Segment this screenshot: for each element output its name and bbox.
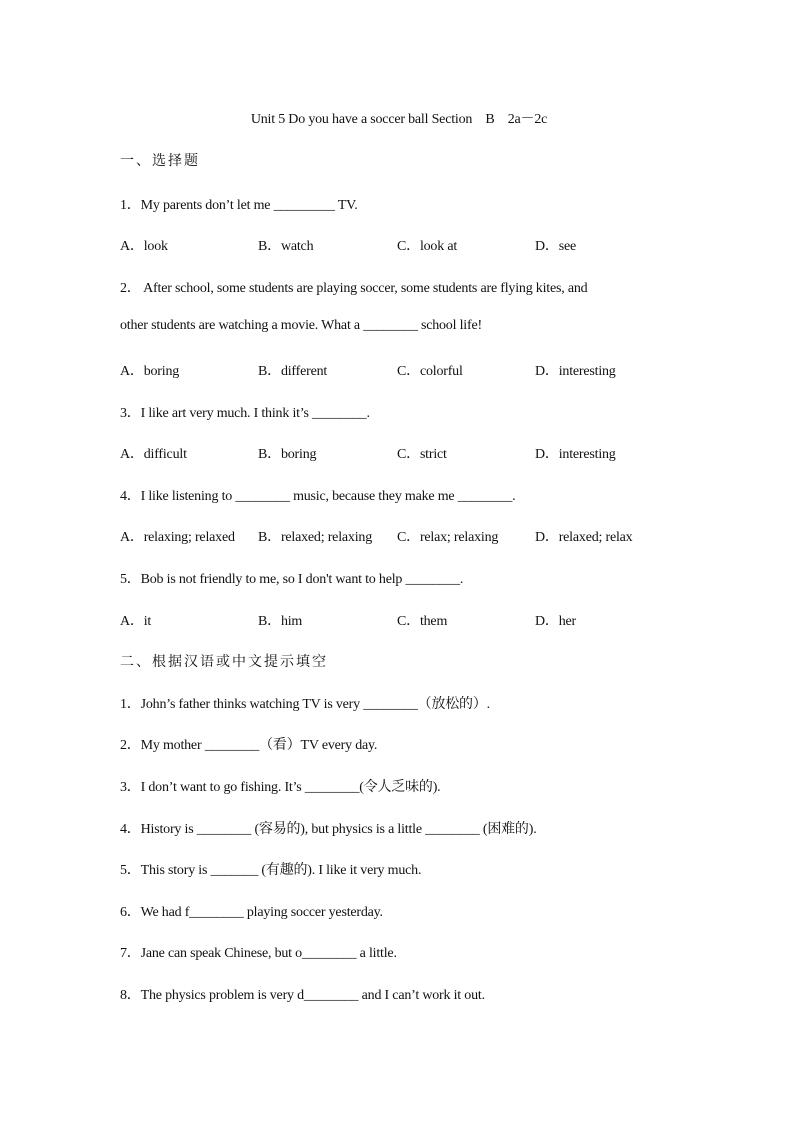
question-2-option-d: D．interesting xyxy=(535,364,616,379)
fill-in-item-3: 3．I don’t want to go fishing. It’s ________(令人乏味的). xyxy=(120,780,441,795)
question-1-text: 1．My parents don’t let me _________ TV. xyxy=(120,198,358,213)
fill-in-item-5: 5．This story is _______ (有趣的). I like it very much. xyxy=(120,863,422,878)
question-3-option-c: C．strict xyxy=(397,447,447,462)
section-2-heading: 二、根据汉语或中文提示填空 xyxy=(120,654,328,670)
question-4-option-c: C．relax; relaxing xyxy=(397,530,499,545)
question-2-text-line-1: 2． After school, some students are playing soccer, some students are flying kites, and xyxy=(120,281,588,296)
question-2-text-line-2: other students are watching a movie. What a ________ school life! xyxy=(120,318,482,333)
question-5-option-a: A．it xyxy=(120,614,152,629)
question-5-option-d: D．her xyxy=(535,614,576,629)
question-1-option-b: B．watch xyxy=(258,239,314,254)
question-2-option-a: A．boring xyxy=(120,364,180,379)
section-1-heading: 一、选择题 xyxy=(120,153,200,169)
fill-in-item-8: 8．The physics problem is very d________ and I can’t work it out. xyxy=(120,988,485,1003)
question-1-option-c: C．look at xyxy=(397,239,458,254)
question-2-option-c: C．colorful xyxy=(397,364,463,379)
fill-in-item-7: 7．Jane can speak Chinese, but o________ a little. xyxy=(120,946,397,961)
fill-in-item-1: 1．John’s father thinks watching TV is very ________（放松的）. xyxy=(120,697,490,712)
question-5-option-c: C．them xyxy=(397,614,448,629)
fill-in-item-4: 4．History is ________ (容易的), but physics is a little ________ (困难的). xyxy=(120,822,537,837)
question-4-option-b: B．relaxed; relaxing xyxy=(258,530,372,545)
fill-in-item-2: 2．My mother ________（看）TV every day. xyxy=(120,738,378,753)
question-1-option-a: A．look xyxy=(120,239,168,254)
fill-in-item-6: 6．We had f________ playing soccer yesterday. xyxy=(120,905,383,920)
question-2-option-b: B．different xyxy=(258,364,328,379)
question-4-option-a: A．relaxing; relaxed xyxy=(120,530,235,545)
question-4-option-d: D．relaxed; relax xyxy=(535,530,633,545)
question-3-text: 3．I like art very much. I think it’s ________. xyxy=(120,406,370,421)
question-5-text: 5．Bob is not friendly to me, so I don't want to help ________. xyxy=(120,572,464,587)
question-4-text: 4．I like listening to ________ music, because they make me ________. xyxy=(120,489,516,504)
question-3-option-a: A．difficult xyxy=(120,447,187,462)
question-5-option-b: B．him xyxy=(258,614,303,629)
question-1-option-d: D．see xyxy=(535,239,576,254)
question-3-option-b: B．boring xyxy=(258,447,317,462)
question-3-option-d: D．interesting xyxy=(535,447,616,462)
page-title: Unit 5 Do you have a soccer ball Section B 2a－2c xyxy=(250,112,548,127)
